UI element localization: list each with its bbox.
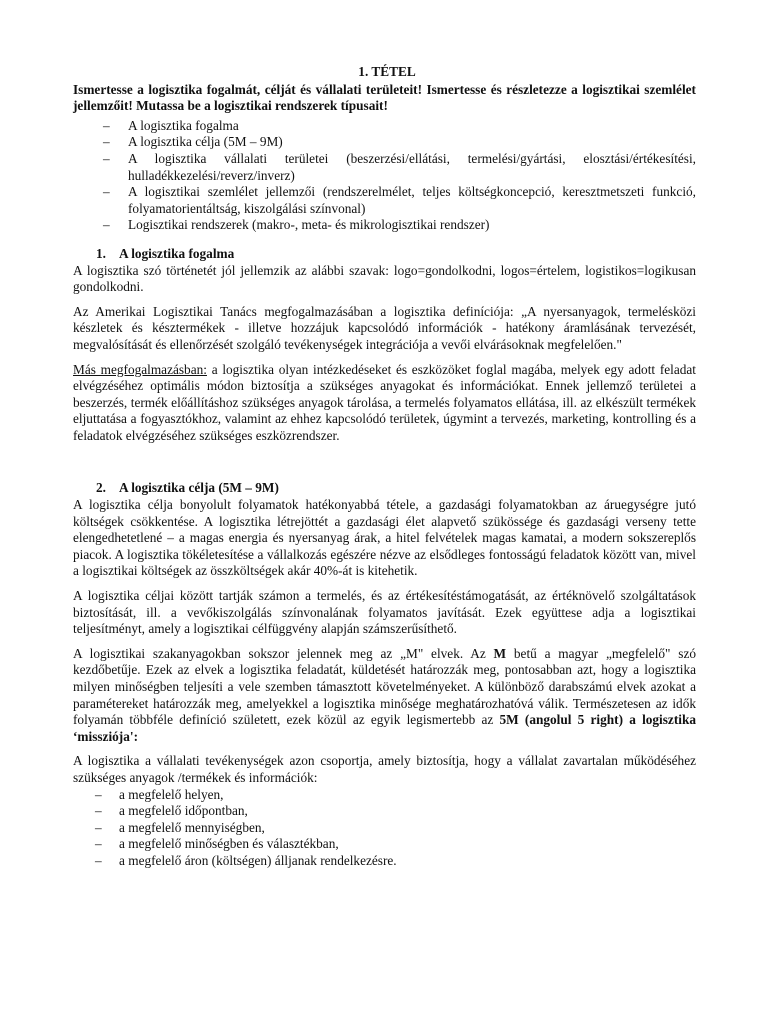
paragraph: A logisztika céljai között tartják számon a termelés, és az értékesítéstámogatását, az értéknövelő szolgáltatások biztosítását, ill. a vevőkiszolgálás színvonalának folyamatos javítását. Ezek együttese adja a logisztikai teljesítményt, amely a logisztikai célfüggvény alapján számszerűsíthető. — [73, 588, 696, 637]
list-item: – a megfelelő helyen, — [73, 787, 696, 804]
list-item: – A logisztikai szemlélet jellemzői (rendszerelmélet, teljes költségkoncepció, keresztmetszeti funkció, folyamatorientáltság, kiszolgálási színvonal) — [73, 184, 696, 217]
section-heading — [73, 246, 696, 263]
document-title: 1. TÉTEL — [358, 64, 416, 79]
section-number: 1. — [96, 245, 106, 261]
paragraph: A logisztika célja bonyolult folyamatok hatékonyabbá tétele, a gazdasági folyamatokban az áruegységre jutó költségek csökkentése. A logisztika létrejöttét a gazdasági élet alapvető szükössége és gazdasági verseny tette elengedhetetlené – a magas energia és nyersanyag árak, a hitel felvételek magas kamatai, a modern sokszereplős piacok. A logisztika tökéletesítése a vállalkozás egészére nézve az elsődleges fontosságú feladatok között van, mivel a logisztikai költségek az összköltségek akár 40%-át is kitehetik. — [73, 497, 696, 579]
list-item: – a megfelelő minőségben és választékban, — [73, 836, 696, 853]
list-item: – a megfelelő áron (költségen) álljanak rendelkezésre. — [73, 853, 696, 870]
section-title: A logisztika célja (5M – 9M) — [119, 480, 279, 496]
paragraph-text: A logisztikai szakanyagokban sokszor jelennek meg az „M" elvek. Az — [73, 645, 494, 661]
paragraph: Az Amerikai Logisztikai Tanács megfogalmazásában a logisztika definíciója: „A nyersanyagok, termelésközi készletek és késztermékek - illetve hozzájuk kapcsolódó információk - hatékony áramlásának tervezését, megvalósítását és ellenőrzését szolgáló tevékenységek integrációja a vevői elvárásoknak megfelelően." — [73, 303, 696, 352]
list-item: – A logisztika célja (5M – 9M) — [73, 134, 696, 151]
paragraph: A logisztika a vállalati tevékenységek azon csoportja, amely biztosítja, hogy a vállalat zavartalan működéséhez szükséges anyagok /termékek és információk: — [73, 753, 696, 785]
topic-list — [73, 118, 696, 234]
principle-list — [73, 787, 696, 870]
list-item: – A logisztika vállalati területei (beszerzési/ellátási, termelési/gyártási, elosztási/értékesítési, hulladékkezelési/reverz/inverz) — [73, 151, 696, 184]
underlined-phrase: Más megfogalmazásban: — [73, 361, 207, 377]
paragraph — [73, 646, 696, 746]
paragraph — [73, 362, 696, 445]
bold-phrase: 5M (angolul 5 right) a logisztika ‘missziója': — [73, 712, 696, 744]
bold-letter: M — [493, 645, 507, 661]
paragraph: A logisztika szó történetét jól jellemzik az alábbi szavak: logo=gondolkodni, logos=értelem, logistikos=logikusan gondolkodni. — [73, 262, 696, 295]
list-item: – A logisztika fogalma — [73, 118, 696, 135]
list-item: – a megfelelő mennyiségben, — [73, 820, 696, 837]
section-heading — [73, 480, 696, 497]
section-number: 2. — [96, 480, 106, 496]
section-title: A logisztika fogalma — [119, 245, 235, 261]
list-item: – Logisztikai rendszerek (makro-, meta- és mikrologisztikai rendszer) — [73, 217, 696, 234]
list-item: – a megfelelő időpontban, — [73, 803, 696, 820]
paragraph-text: betű a magyar „megfelelő" szó kezdőbetűje. Ezek az elvek a logisztika feladatát, küldetését határozzák meg, pontosabban azt, hogy a logisztika milyen minőségben teljesíti a vele szemben támasztott követelményeket. A különböző darabszámú elvek azokat a paramétereket határozzák meg, amelyekkel a logisztika minősége meghatározhatóvá válik. Természetesen az idők folyamán többféle definíció született, ezek közül az egyik legismertebb az — [73, 645, 696, 728]
paragraph-text: a logisztika olyan intézkedéseket és eszközöket foglal magába, melyek egy adott feladat elvégzéséhez optimális módon biztosítja a szükséges anyagokat és információkat. Ennek jellemző területei a beszerzés, termék előállításhoz szükséges anyagok tárolása, a termelés folyamatos ellátása, ill. az elkészült termékek eljuttatása a fogyasztókhoz, valamint az ehhez kapcsolódó területek, úgymint a tervezés, marketing, kontrolling és a feladatok elvégzéséhez szükséges eszközrendszer. — [73, 361, 696, 443]
task-description: Ismertesse a logisztika fogalmát, célját és vállalati területeit! Ismertesse és részletezze a logisztikai szemlélet jellemzőit! Mutassa be a logisztikai rendszerek típusait! — [73, 81, 696, 114]
